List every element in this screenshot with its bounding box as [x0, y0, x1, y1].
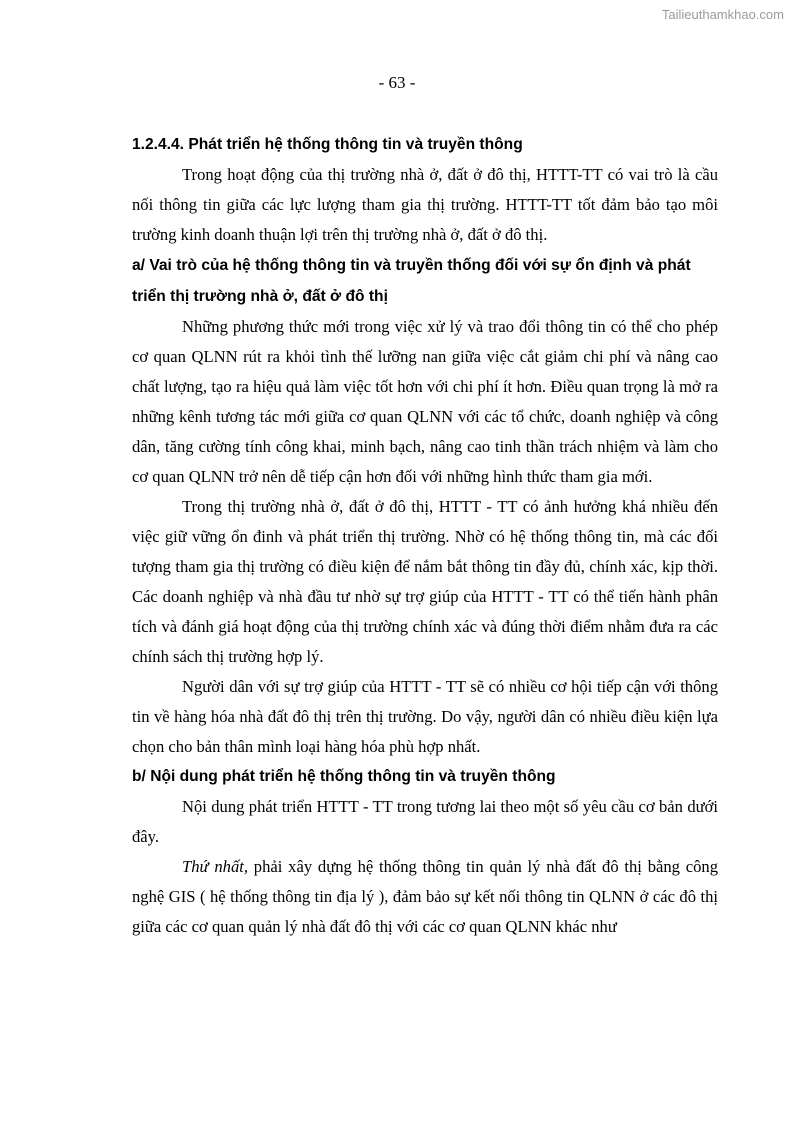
paragraph-first-point [132, 852, 718, 942]
page-number: - 63 - [378, 73, 416, 92]
first-point-lead: Thứ nhất, [182, 857, 249, 876]
section-heading: 1.2.4.4. Phát triển hệ thống thông tin và truyền thông [132, 136, 523, 153]
subsection-b-heading: b/ Nội dung phát triển hệ thống thông tin và truyền thông [132, 768, 556, 785]
paragraph: Những phương thức mới trong việc xử lý và trao đổi thông tin có thể cho phép cơ quan QLNN rút ra khỏi tình thế lưỡng nan giữa việc cắt giảm chi phí và nâng cao chất lượng, tạo ra hiệu quả làm việc tốt hơn với chi phí ít hơn. Điều quan trọng là mở ra những kênh tương tác mới giữa cơ quan QLNN với các tổ chức, doanh nghiệp và công dân, tăng cường tính công khai, minh bạch, nâng cao tinh thần trách nhiệm và làm cho cơ quan QLNN trở nên dễ tiếp cận hơn đối với những hình thức tham gia mới. [132, 317, 718, 486]
watermark: Tailieuthamkhao.com [661, 7, 784, 22]
paragraph: Người dân với sự trợ giúp của HTTT - TT sẽ có nhiều cơ hội tiếp cận với thông tin về hàng hóa nhà đất đô thị trên thị trường. Do vậy, người dân có nhiều điều kiện lựa chọn cho bản thân mình loại hàng hóa phù hợp nhất. [132, 677, 718, 756]
document-body [132, 130, 718, 942]
section-intro-paragraph: Trong hoạt động của thị trường nhà ở, đất ở đô thị, HTTT-TT có vai trò là cầu nối thông tin giữa các lực lượng tham gia thị trường. HTTT-TT tốt đảm bảo tạo môi trường kinh doanh thuận lợi trên thị trường nhà ở, đất ở đô thị. [132, 165, 718, 244]
paragraph: Trong thị trường nhà ở, đất ở đô thị, HTTT - TT có ảnh hưởng khá nhiều đến việc giữ vững ổn đinh và phát triển thị trường. Nhờ có hệ thống thông tin, mà các đối tượng tham gia thị trường có điều kiện để nắm bắt thông tin đầy đủ, chính xác, kịp thời. Các doanh nghiệp và nhà đầu tư nhờ sự trợ giúp của HTTT - TT có thể tiến hành phân tích và đánh giá hoạt động của thị trường chính xác và đúng thời điểm nhằm đưa ra các chính sách thị trường hợp lý. [132, 497, 718, 666]
first-point-text: phải xây dựng hệ thống thông tin quản lý nhà đất đô thị bằng công nghệ GIS ( hệ thống thông tin địa lý ), đảm bảo sự kết nối thông tin QLNN ở các đô thị giữa các cơ quan quản lý nhà đất đô thị với các cơ quan QLNN khác như [132, 857, 718, 936]
paragraph: Nội dung phát triển HTTT - TT trong tương lai theo một số yêu cầu cơ bản dưới đây. [132, 797, 718, 846]
subsection-a-heading: a/ Vai trò của hệ thống thông tin và truyền thống đối với sự ổn định và phát triển thị trường nhà ở, đất ở đô thị [132, 257, 691, 305]
